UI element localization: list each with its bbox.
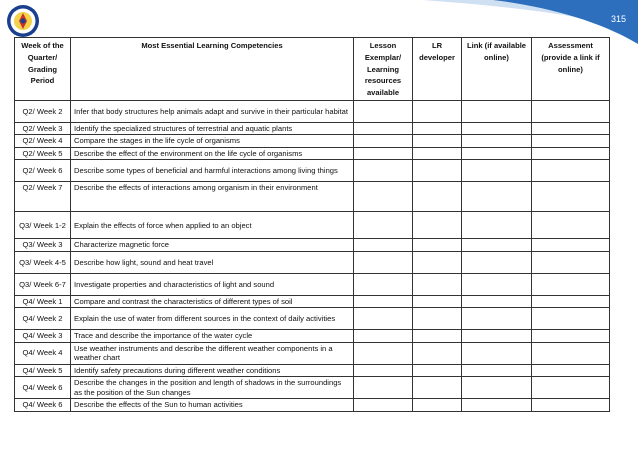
table-row	[15, 239, 610, 251]
col-header-week: Week of the Quarter/ Grading Period	[15, 38, 71, 101]
week-cell: Q3/ Week 4-5	[15, 251, 71, 273]
week-cell: Q4/ Week 4	[15, 342, 71, 364]
empty-cell	[413, 100, 462, 122]
empty-cell	[354, 182, 413, 212]
week-cell: Q3/ Week 6-7	[15, 273, 71, 295]
table-row	[15, 182, 610, 212]
week-cell: Q4/ Week 3	[15, 330, 71, 342]
empty-cell	[354, 342, 413, 364]
empty-cell	[354, 251, 413, 273]
table-row	[15, 399, 610, 411]
table-row	[15, 273, 610, 295]
competency-cell: Trace and describe the importance of the water cycle	[71, 330, 354, 342]
empty-cell	[413, 160, 462, 182]
competency-cell: Characterize magnetic force	[71, 239, 354, 251]
week-cell: Q4/ Week 6	[15, 377, 71, 399]
table-row	[15, 308, 610, 330]
empty-cell	[354, 239, 413, 251]
table-row	[15, 147, 610, 159]
competency-cell: Infer that body structures help animals adapt and survive in their particular habitat	[71, 100, 354, 122]
empty-cell	[462, 135, 532, 147]
empty-cell	[354, 273, 413, 295]
col-header-lesson-exemplar: Lesson Exemplar/ Learning resources available	[354, 38, 413, 101]
empty-cell	[532, 160, 610, 182]
empty-cell	[462, 330, 532, 342]
col-header-competencies: Most Essential Learning Competencies	[71, 38, 354, 101]
week-cell: Q3/ Week 3	[15, 239, 71, 251]
empty-cell	[413, 399, 462, 411]
table-row	[15, 342, 610, 364]
empty-cell	[413, 122, 462, 134]
col-header-lr-developer: LR developer	[413, 38, 462, 101]
competency-cell: Explain the effects of force when applied to an object	[71, 212, 354, 239]
empty-cell	[354, 330, 413, 342]
empty-cell	[413, 212, 462, 239]
empty-cell	[462, 273, 532, 295]
empty-cell	[462, 100, 532, 122]
empty-cell	[532, 147, 610, 159]
empty-cell	[354, 364, 413, 376]
empty-cell	[413, 273, 462, 295]
empty-cell	[532, 100, 610, 122]
empty-cell	[532, 135, 610, 147]
week-cell: Q2/ Week 6	[15, 160, 71, 182]
empty-cell	[354, 122, 413, 134]
empty-cell	[413, 377, 462, 399]
empty-cell	[354, 295, 413, 307]
competency-cell: Compare and contrast the characteristics of different types of soil	[71, 295, 354, 307]
competency-cell: Identify safety precautions during different weather conditions	[71, 364, 354, 376]
table-row	[15, 295, 610, 307]
week-cell: Q2/ Week 4	[15, 135, 71, 147]
empty-cell	[413, 251, 462, 273]
empty-cell	[462, 160, 532, 182]
empty-cell	[532, 364, 610, 376]
competency-cell: Describe the effects of interactions among organism in their environment	[71, 182, 354, 212]
empty-cell	[354, 100, 413, 122]
table-row	[15, 212, 610, 239]
week-cell: Q2/ Week 3	[15, 122, 71, 134]
competency-cell: Explain the use of water from different sources in the context of daily activities	[71, 308, 354, 330]
week-cell: Q2/ Week 7	[15, 182, 71, 212]
col-header-link: Link (if available online)	[462, 38, 532, 101]
competency-cell: Describe some types of beneficial and harmful interactions among living things	[71, 160, 354, 182]
competency-cell: Identify the specialized structures of terrestrial and aquatic plants	[71, 122, 354, 134]
competency-cell: Describe how light, sound and heat travel	[71, 251, 354, 273]
empty-cell	[532, 308, 610, 330]
week-cell: Q2/ Week 5	[15, 147, 71, 159]
week-cell: Q4/ Week 6	[15, 399, 71, 411]
empty-cell	[413, 364, 462, 376]
table-row	[15, 100, 610, 122]
empty-cell	[462, 295, 532, 307]
empty-cell	[532, 377, 610, 399]
table-row	[15, 364, 610, 376]
empty-cell	[532, 239, 610, 251]
empty-cell	[532, 212, 610, 239]
week-cell: Q4/ Week 1	[15, 295, 71, 307]
empty-cell	[413, 147, 462, 159]
deped-seal-logo	[6, 4, 40, 38]
empty-cell	[462, 212, 532, 239]
week-cell: Q4/ Week 5	[15, 364, 71, 376]
competency-cell: Use weather instruments and describe the different weather components in a weather chart	[71, 342, 354, 364]
empty-cell	[532, 399, 610, 411]
empty-cell	[354, 377, 413, 399]
table-header-row	[15, 38, 610, 101]
empty-cell	[354, 147, 413, 159]
empty-cell	[462, 308, 532, 330]
empty-cell	[462, 239, 532, 251]
competency-cell: Describe the effect of the environment on the life cycle of organisms	[71, 147, 354, 159]
competency-cell: Compare the stages in the life cycle of organisms	[71, 135, 354, 147]
table-row	[15, 330, 610, 342]
empty-cell	[413, 308, 462, 330]
empty-cell	[462, 182, 532, 212]
table-row	[15, 160, 610, 182]
empty-cell	[462, 342, 532, 364]
empty-cell	[532, 182, 610, 212]
page-number: 315	[610, 14, 626, 24]
competency-cell: Describe the changes in the position and length of shadows in the surroundings as the position of the Sun changes	[71, 377, 354, 399]
empty-cell	[532, 295, 610, 307]
empty-cell	[413, 330, 462, 342]
empty-cell	[462, 122, 532, 134]
table-row	[15, 135, 610, 147]
empty-cell	[354, 160, 413, 182]
col-header-assessment: Assessment (provide a link if online)	[532, 38, 610, 101]
empty-cell	[532, 251, 610, 273]
empty-cell	[532, 273, 610, 295]
table-row	[15, 251, 610, 273]
empty-cell	[413, 182, 462, 212]
table-row	[15, 122, 610, 134]
week-cell: Q4/ Week 2	[15, 308, 71, 330]
table-row	[15, 377, 610, 399]
week-cell: Q2/ Week 2	[15, 100, 71, 122]
week-cell: Q3/ Week 1-2	[15, 212, 71, 239]
empty-cell	[462, 377, 532, 399]
competency-cell: Investigate properties and characteristics of light and sound	[71, 273, 354, 295]
empty-cell	[354, 308, 413, 330]
empty-cell	[532, 342, 610, 364]
empty-cell	[532, 122, 610, 134]
empty-cell	[354, 135, 413, 147]
empty-cell	[354, 399, 413, 411]
empty-cell	[413, 135, 462, 147]
competency-cell: Describe the effects of the Sun to human activities	[71, 399, 354, 411]
competency-table	[14, 37, 610, 412]
empty-cell	[413, 295, 462, 307]
empty-cell	[462, 364, 532, 376]
empty-cell	[462, 399, 532, 411]
empty-cell	[413, 342, 462, 364]
empty-cell	[462, 147, 532, 159]
empty-cell	[462, 251, 532, 273]
empty-cell	[532, 330, 610, 342]
empty-cell	[413, 239, 462, 251]
empty-cell	[354, 212, 413, 239]
